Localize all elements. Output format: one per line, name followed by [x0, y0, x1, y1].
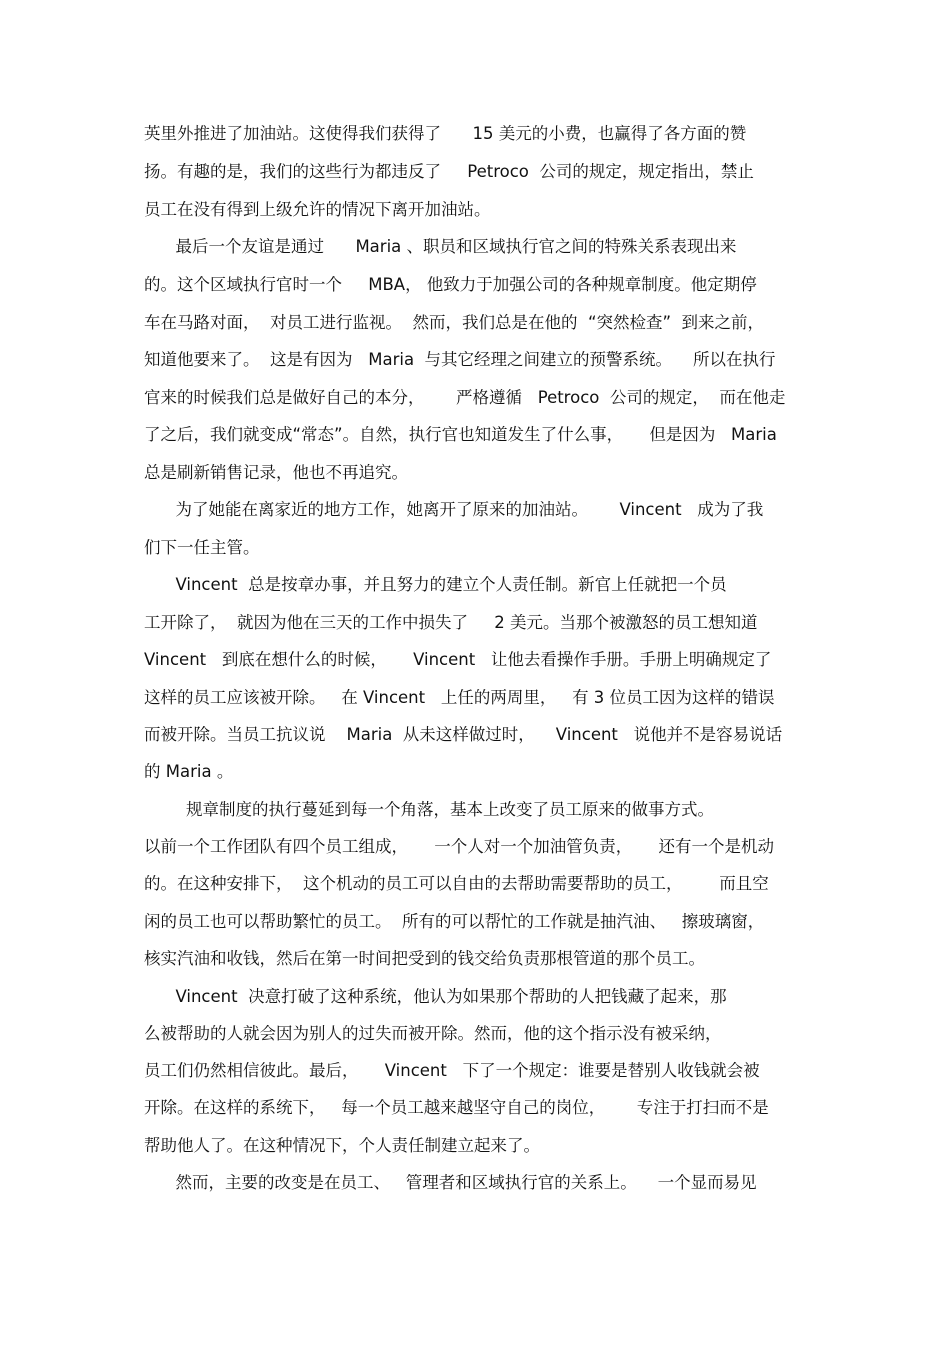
- text-line: 帮助他人了。在这种情况下，个人责任制建立起来了。: [144, 1136, 540, 1155]
- text-line: 闲的员工也可以帮助繁忙的员工。 所有的可以帮忙的工作就是抽汽油、 擦玻璃窗，: [144, 912, 765, 931]
- text-line: 们下一任主管。: [144, 538, 260, 557]
- text-line: 的。这个区域执行官时一个 MBA， 他致力于加强公司的各种规章制度。他定期停: [144, 275, 757, 294]
- text-line: 英里外推进了加油站。这使得我们获得了 15 美元的小费，也赢得了各方面的赞: [144, 124, 747, 143]
- text-line: 以前一个工作团队有四个员工组成， 一个人对一个加油管负责， 还有一个是机动: [144, 837, 774, 856]
- text-line: 官来的时候我们总是做好自己的本分， 严格遵循 Petroco 公司的规定， 而在他走: [144, 388, 786, 407]
- text-line: 规章制度的执行蔓延到每一个角落，基本上改变了员工原来的做事方式。: [144, 800, 714, 819]
- text-line: 核实汽油和收钱，然后在第一时间把受到的钱交给负责那根管道的那个员工。: [144, 949, 705, 968]
- text-line: 扬。有趣的是，我们的这些行为都违反了 Petroco 公司的规定，规定指出，禁止: [144, 162, 754, 181]
- text-line: 然而，主要的改变是在员工、 管理者和区域执行官的关系上。 一个显而易见: [144, 1173, 757, 1192]
- text-line: 车在马路对面， 对员工进行监视。 然而，我们总是在他的 “突然检查” 到来之前，: [144, 313, 765, 332]
- text-line: 而被开除。当员工抗议说 Maria 从未这样做过时， Vincent 说他并不是容易说话: [144, 725, 783, 744]
- text-line: 工开除了， 就因为他在三天的工作中损失了 2 美元。当那个被激怒的员工想知道: [144, 613, 758, 632]
- text-line: 为了她能在离家近的地方工作，她离开了原来的加油站。 Vincent 成为了我: [144, 500, 764, 519]
- text-line: 员工在没有得到上级允许的情况下离开加油站。: [144, 200, 491, 219]
- text-line: 知道他要来了。 这是有因为 Maria 与其它经理之间建立的预警系统。 所以在执行: [144, 350, 776, 369]
- text-line: 总是刷新销售记录，他也不再追究。: [144, 463, 408, 482]
- text-line: 的 Maria 。: [144, 762, 234, 781]
- text-line: 员工们仍然相信彼此。最后， Vincent 下了一个规定：谁要是替别人收钱就会被: [144, 1061, 760, 1080]
- text-line: 开除。在这样的系统下， 每一个员工越来越坚守自己的岗位， 专注于打扫而不是: [144, 1098, 769, 1117]
- text-line: 的。在这种安排下， 这个机动的员工可以自由的去帮助需要帮助的员工， 而且空: [144, 874, 769, 893]
- text-line: 这样的员工应该被开除。 在 Vincent 上任的两周里， 有 3 位员工因为这样的错误: [144, 688, 775, 707]
- text-line: 最后一个友谊是通过 Maria 、职员和区域执行官之间的特殊关系表现出来: [144, 237, 737, 256]
- text-line: 了之后，我们就变成“常态”。自然，执行官也知道发生了什么事， 但是因为 Maria: [144, 425, 777, 444]
- text-line: 么被帮助的人就会因为别人的过失而被开除。然而，他的这个指示没有被采纳，: [144, 1024, 722, 1043]
- text-line: Vincent 总是按章办事，并且努力的建立个人责任制。新官上任就把一个员: [144, 575, 727, 594]
- text-line: Vincent 到底在想什么的时候， Vincent 让他去看操作手册。手册上明确规定了: [144, 650, 772, 669]
- text-line: Vincent 决意打破了这种系统，他认为如果那个帮助的人把钱藏了起来，那: [144, 987, 727, 1006]
